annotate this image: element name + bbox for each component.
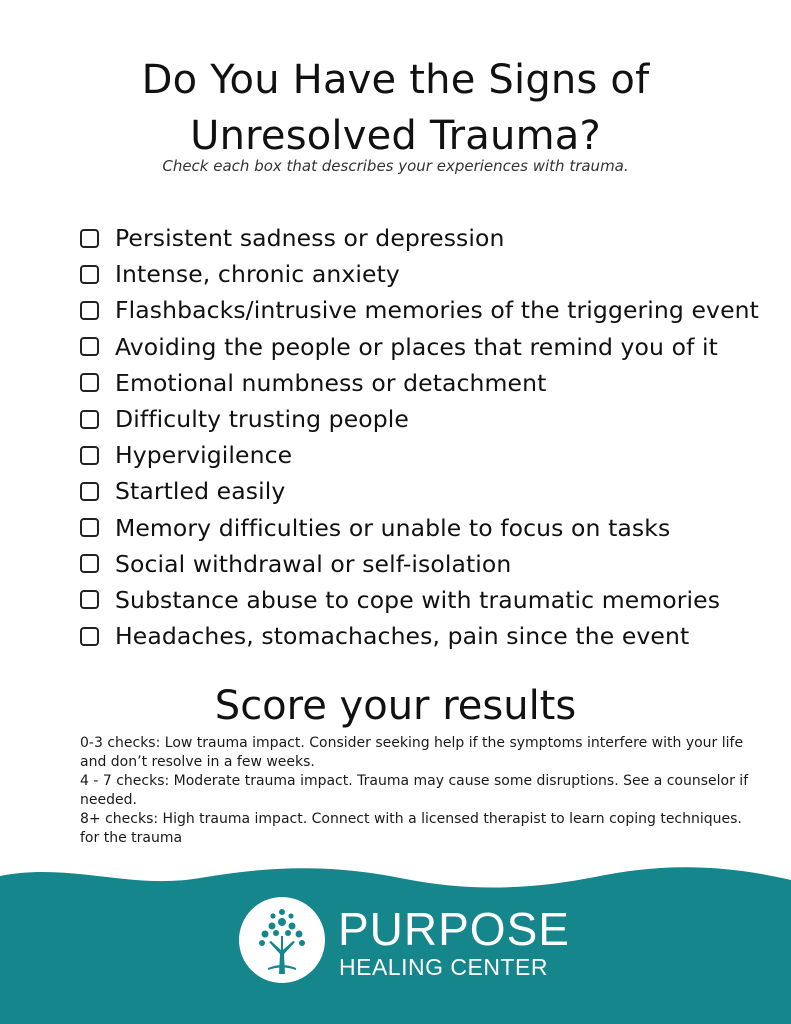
checkbox[interactable] (80, 229, 99, 248)
checkbox[interactable] (80, 446, 99, 465)
checklist-item[interactable] (80, 437, 780, 473)
checkbox[interactable] (80, 373, 99, 392)
checkbox[interactable] (80, 482, 99, 501)
checklist-item[interactable] (80, 510, 780, 546)
checkbox[interactable] (80, 337, 99, 356)
brand-name: PURPOSE (338, 903, 570, 955)
checkbox[interactable] (80, 554, 99, 573)
checklist-item[interactable] (80, 365, 780, 401)
checklist-item-label: Memory difficulties or unable to focus on tasks (115, 513, 671, 542)
score-ranges (80, 734, 760, 848)
checklist-item[interactable] (80, 329, 780, 365)
score-heading: Score your results (214, 683, 577, 729)
checkbox[interactable] (80, 301, 99, 320)
checklist-item[interactable] (80, 473, 780, 509)
checklist-item-label: Headaches, stomachaches, pain since the event (115, 622, 690, 651)
checklist-item-label: Persistent sadness or depression (115, 224, 505, 253)
checklist-item[interactable] (80, 292, 780, 328)
checklist-item[interactable] (80, 220, 780, 256)
brand-subtitle: HEALING CENTER (339, 954, 548, 980)
score-range-text: 8+ checks: High trauma impact. Connect with a licensed therapist to learn coping techniques. for the trauma (80, 811, 742, 846)
checklist-item-label: Emotional numbness or detachment (115, 368, 547, 397)
checkbox[interactable] (80, 590, 99, 609)
checkbox[interactable] (80, 265, 99, 284)
checkbox[interactable] (80, 410, 99, 429)
checklist-item-label: Intense, chronic anxiety (115, 260, 400, 289)
checkbox[interactable] (80, 518, 99, 537)
title-line-2: Unresolved Trauma? (190, 113, 601, 159)
score-range-text: 4 - 7 checks: Moderate trauma impact. Trauma may cause some disruptions. See a counselor if needed. (80, 773, 749, 808)
checklist-item[interactable] (80, 618, 780, 654)
checklist-item[interactable] (80, 582, 780, 618)
checklist-item[interactable] (80, 256, 780, 292)
title-line-1: Do You Have the Signs of (141, 57, 650, 103)
checklist-item-label: Difficulty trusting people (115, 405, 409, 434)
checklist-item-label: Avoiding the people or places that remind you of it (115, 332, 718, 361)
tree-icon (238, 896, 326, 988)
checklist-item-label: Flashbacks/intrusive memories of the triggering event (115, 296, 759, 325)
score-range-text: 0-3 checks: Low trauma impact. Consider seeking help if the symptoms interfere with your life and don’t resolve in a few weeks. (80, 735, 744, 770)
checklist-item[interactable] (80, 546, 780, 582)
checklist-item-label: Hypervigilence (115, 441, 293, 470)
checklist-item[interactable] (80, 401, 780, 437)
checklist-item-label: Substance abuse to cope with traumatic memories (115, 585, 721, 614)
symptom-checklist (80, 220, 780, 654)
checkbox[interactable] (80, 627, 99, 646)
subtitle: Check each box that describes your experiences with trauma. (162, 157, 629, 175)
checklist-item-label: Social withdrawal or self-isolation (115, 549, 512, 578)
page-title (0, 52, 791, 164)
checklist-item-label: Startled easily (115, 477, 286, 506)
